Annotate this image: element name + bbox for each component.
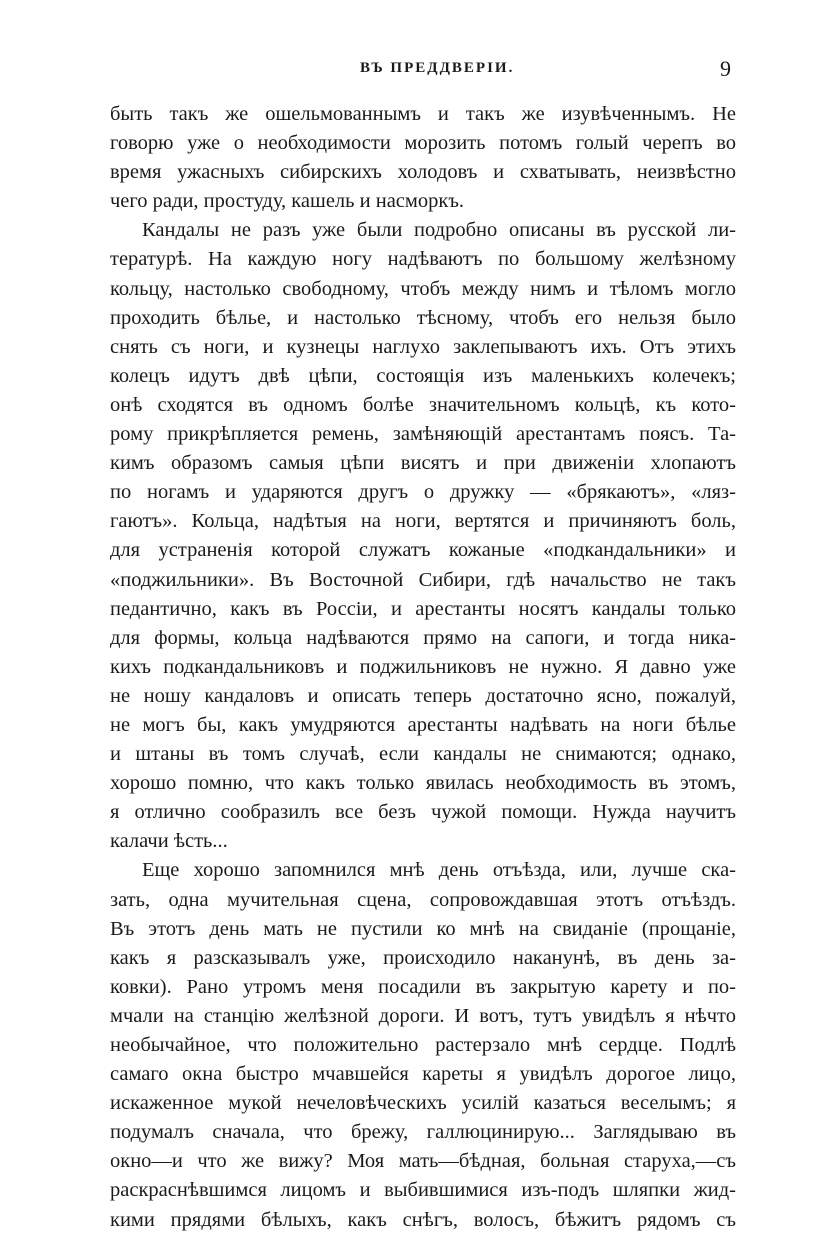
- text-line: для формы, кольца надѣваются прямо на сапоги, и тогда ника-: [110, 626, 736, 649]
- text-line: калачи ѣсть...: [110, 830, 228, 853]
- text-line: кими прядями бѣлыхъ, какъ снѣгъ, волосъ, бѣжитъ рядомъ съ: [110, 1208, 736, 1231]
- text-line: не ношу кандаловъ и описать теперь достаточно ясно, пожалуй,: [110, 684, 736, 707]
- text-line: кольцу, настолько свободному, чтобъ между нимъ и тѣломъ могло: [110, 277, 736, 300]
- text-line: кимъ образомъ самыя цѣпи висятъ и при движеніи хлопаютъ: [110, 452, 736, 475]
- text-line: раскраснѣвшимся лицомъ и выбившимися изъ-подъ шляпки жид-: [110, 1179, 736, 1202]
- text-line: время ужасныхъ сибирскихъ холодовъ и схватывать, неизвѣстно: [110, 161, 736, 184]
- text-line: ковки). Рано утромъ меня посадили въ закрытую карету и по-: [110, 975, 736, 998]
- text-line: необычайное, что положительно растерзало мнѣ сердце. Подлѣ: [110, 1034, 736, 1056]
- text-line: по ногамъ и ударяются другъ о дружку — «брякаютъ», «ляз-: [110, 481, 736, 504]
- text-line: онѣ сходятся въ одномъ болѣе значительномъ кольцѣ, къ кото-: [110, 393, 736, 416]
- text-line: гаютъ». Кольца, надѣтыя на ноги, вертятся и причиняютъ боль,: [110, 510, 736, 533]
- text-line: я отлично сообразилъ все безъ чужой помощи. Нужда научитъ: [110, 801, 736, 824]
- text-line: проходить бѣлье, и настолько тѣсному, чтобъ его нельзя было: [110, 306, 736, 329]
- text-line: для устраненія которой служатъ кожаные «подкандальники» и: [110, 539, 736, 562]
- text-line: быть такъ же ошельмованнымъ и такъ же изувѣченнымъ. Не: [110, 103, 736, 125]
- text-line: искаженное мукой нечеловѣческихъ усилій казаться веселымъ; я: [110, 1092, 736, 1115]
- text-line: кихъ подкандальниковъ и поджильниковъ не нужно. Я давно уже: [110, 655, 736, 678]
- text-line: «поджильники». Въ Восточной Сибири, гдѣ начальство не такъ: [110, 568, 736, 591]
- text-line: зать, одна мучительная сцена, сопровождавшая этотъ отъѣздъ.: [110, 888, 736, 911]
- text-line: подумалъ сначала, что брежу, галлюцинирую... Заглядываю въ: [110, 1121, 736, 1144]
- page-number: 9: [720, 56, 731, 81]
- text-line: рому прикрѣпляется ремень, замѣняющій арестантамъ поясъ. Та-: [110, 423, 736, 446]
- text-line: говорю уже о необходимости морозить потомъ голый черепъ во: [110, 132, 736, 155]
- text-line: и штаны въ томъ случаѣ, если кандалы не снимаются; однако,: [110, 743, 736, 766]
- paragraph-start-line: Кандалы не разъ уже были подробно описаны въ русской ли-: [142, 219, 736, 242]
- text-line: колецъ идутъ двѣ цѣпи, состоящія изъ маленькихъ колечекъ;: [110, 364, 736, 387]
- text-line: снять съ ноги, и кузнецы наглухо заклепываютъ ихъ. Отъ этихъ: [110, 335, 736, 358]
- text-line: самаго окна быстро мчавшейся кареты я увидѣлъ дорогое лицо,: [110, 1063, 736, 1086]
- text-line: педантично, какъ въ Россіи, и арестанты носятъ кандалы только: [110, 597, 736, 620]
- text-line: чего ради, простуду, кашель и насморкъ.: [110, 190, 465, 213]
- text-line: Въ этотъ день мать не пустили ко мнѣ на свиданіе (прощаніе,: [110, 917, 736, 940]
- text-line: хорошо помню, что какъ только явилась необходимость въ этомъ,: [110, 772, 736, 795]
- body-text: [110, 100, 736, 1235]
- paragraph-start-line: Еще хорошо запомнился мнѣ день отъѣзда, или, лучше ска-: [142, 859, 736, 882]
- text-line: мчали на станцію желѣзной дороги. И вотъ, тутъ увидѣлъ я нѣчто: [110, 1004, 736, 1027]
- text-line: какъ я разсказывалъ уже, происходило наканунѣ, въ день за-: [110, 946, 736, 969]
- text-line: не могъ бы, какъ умудряются арестанты надѣвать на ноги бѣлье: [110, 713, 736, 736]
- text-line: тературѣ. На каждую ногу надѣваютъ по большому желѣзному: [110, 248, 736, 271]
- text-line: окно—и что же вижу? Моя мать—бѣдная, больная старуха,—съ: [110, 1150, 736, 1173]
- running-title: ВЪ ПРЕДДВЕРІИ.: [360, 60, 515, 76]
